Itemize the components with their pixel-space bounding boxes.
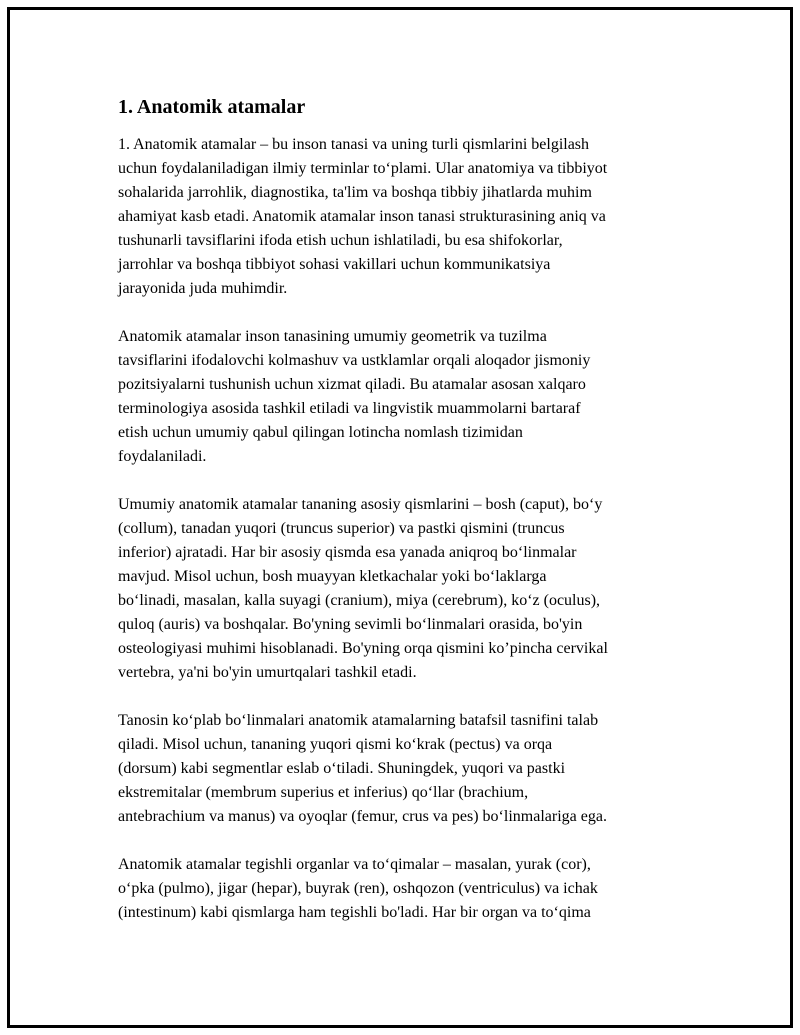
paragraph-2: Anatomik atamalar inson tanasining umumiy geometrik va tuzilma tavsiflarini ifodalovchi kolmashuv va ustklamlar orqali aloqador jismoniy pozitsiyalarni tushunish uchun xizmat qiladi. Bu atamalar asosan xalqaro terminologiya asosida tashkil etiladi va lingvistik muammolarni bartaraf etish uchun umumiy qabul qilingan lotincha nomlash tizimidan foydalaniladi.: [118, 328, 591, 465]
paragraph-1: 1. Anatomik atamalar – bu inson tanasi va uning turli qismlarini belgilash uchun foydalaniladigan ilmiy terminlar to‘plami. Ular anatomiya va tibbiyot sohalarida jarrohlik, diagnostika, ta'lim va boshqa tibbiy jihatlarda muhim ahamiyat kasb etadi. Anatomik atamalar inson tanasi strukturasining aniq va tushunarli tavsiflarini ifoda etish uchun ishlatiladi, bu esa shifokorlar, jarrohlar va boshqa tibbiyot sohasi vakillari uchun kommunikatsiya jarayonida juda muhimdir.: [118, 136, 608, 297]
document-page: [7, 7, 793, 1028]
paragraph-4: Tanosin ko‘plab bo‘linmalari anatomik atamalarning batafsil tasnifini talab qiladi. Misol uchun, tananing yuqori qismi ko‘krak (pectus) va orqa (dorsum) kabi segmentlar eslab o‘tiladi. Shuningdek, yuqori va pastki ekstremitalar (membrum superius et inferius) qo‘llar (brachium, antebrachium va manus) va oyoqlar (femur, crus va pes) bo‘linmalariga ega.: [118, 712, 607, 825]
document-body: [118, 95, 688, 949]
section-heading: 1. Anatomik atamalar: [118, 96, 306, 118]
paragraph-3: Umumiy anatomik atamalar tananing asosiy qismlarini – bosh (caput), bo‘y (collum), tanadan yuqori (truncus superior) va pastki qismini (truncus inferior) ajratadi. Har bir asosiy qismda esa yanada aniqroq bo‘linmalar mavjud. Misol uchun, bosh muayyan kletkachalar yoki bo‘laklarga bo‘linadi, masalan, kalla suyagi (cranium), miya (cerebrum), ko‘z (oculus), quloq (auris) va boshqalar. Bo'yning sevimli bo‘linmalari orasida, bo'yin osteologiyasi muhimi hisoblanadi. Bo'yning orqa qismini ko’pincha cervikal vertebra, ya'ni bo'yin umurtqalari tashkil etadi.: [118, 496, 608, 681]
paragraph-5: Anatomik atamalar tegishli organlar va to‘qimalar – masalan, yurak (cor), o‘pka (pulmo), jigar (hepar), buyrak (ren), oshqozon (ventriculus) va ichak (intestinum) kabi qismlarga ham tegishli bo'ladi. Har bir organ va to‘qima: [118, 856, 598, 921]
